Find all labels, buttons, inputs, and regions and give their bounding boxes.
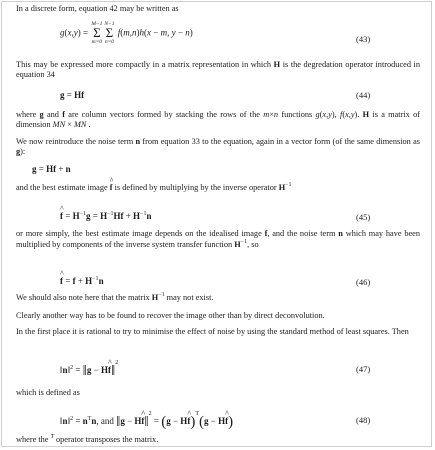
equation-number-47: (47) xyxy=(356,364,371,374)
equation-number-44: (44) xyxy=(356,90,371,100)
paragraph-least-squares: In the first place it is rational to try to minimise the effect of noise by using the standard method of least squares. Then xyxy=(16,327,409,336)
paragraph-note: We should also note here that the matrix $H^{-1}$ may not exist. xyxy=(16,292,214,302)
paragraph-intro: In a discrete form, equation 42 may be written as xyxy=(16,4,179,13)
equation-46: ^ $f = f + H^{-1}n$ xyxy=(60,276,104,287)
equation-number-46: (46) xyxy=(356,277,371,287)
equation-noise: g = Hf + n xyxy=(32,164,71,174)
equation-47: ‖n‖$^2$ = ‖g − H^ f‖$^2$ xyxy=(60,360,118,376)
equation-number-43: (43) xyxy=(356,34,371,44)
equation-45: ^ $f = H^{-1}g = H^{-1}Hf + H^{-1}n$ xyxy=(60,211,151,222)
paragraph-estimate: and the best estimate image ^ f is defined by multiplying by the inverse operator $H^{-1}$ xyxy=(16,182,420,193)
paragraph-vectors: where g and f are column vectors formed by stacking the rows of the m×n functions g(x,y), f(x,y). H is a matrix of dimension MN × MN . xyxy=(16,110,421,130)
equation-43: g(x,y) = M−1 Σ m=0 N−1 Σ n=0 f(m,n)h(x − m, y − n) xyxy=(60,21,193,45)
paragraph-defined: which is defined as xyxy=(16,388,80,397)
equation-number-48: (48) xyxy=(356,415,371,425)
equation-number-45: (45) xyxy=(356,212,371,222)
paragraph-transpose: where the $^T$ operator transposes the matrix. xyxy=(16,434,159,444)
paragraph-clearly: Clearly another way has to be found to recover the image other than by direct deconvolution. xyxy=(16,311,325,320)
equation-48: ‖n‖$^2$ = $n^Tn$, and ‖g − H^ f‖$^2$ = (g − H^ f)$^T$(g − H^ f) xyxy=(60,411,233,427)
paragraph-simpler: or more simply, the best estimate image depends on the idealised image f, and the noise term n which may have been multiplied by components of the inverse system transfer function $H^{-1}$, so xyxy=(16,229,420,249)
equation-44: g = Hf xyxy=(60,90,85,100)
paragraph-noise: We now reintroduce the noise term n from equation 33 to the equation, again in a vector form (of the same dimension as g): xyxy=(16,137,421,157)
paragraph-matrix: This may be expressed more compactly in a matrix representation in which H is the degredation operator introduced in equation 34 xyxy=(16,60,421,80)
